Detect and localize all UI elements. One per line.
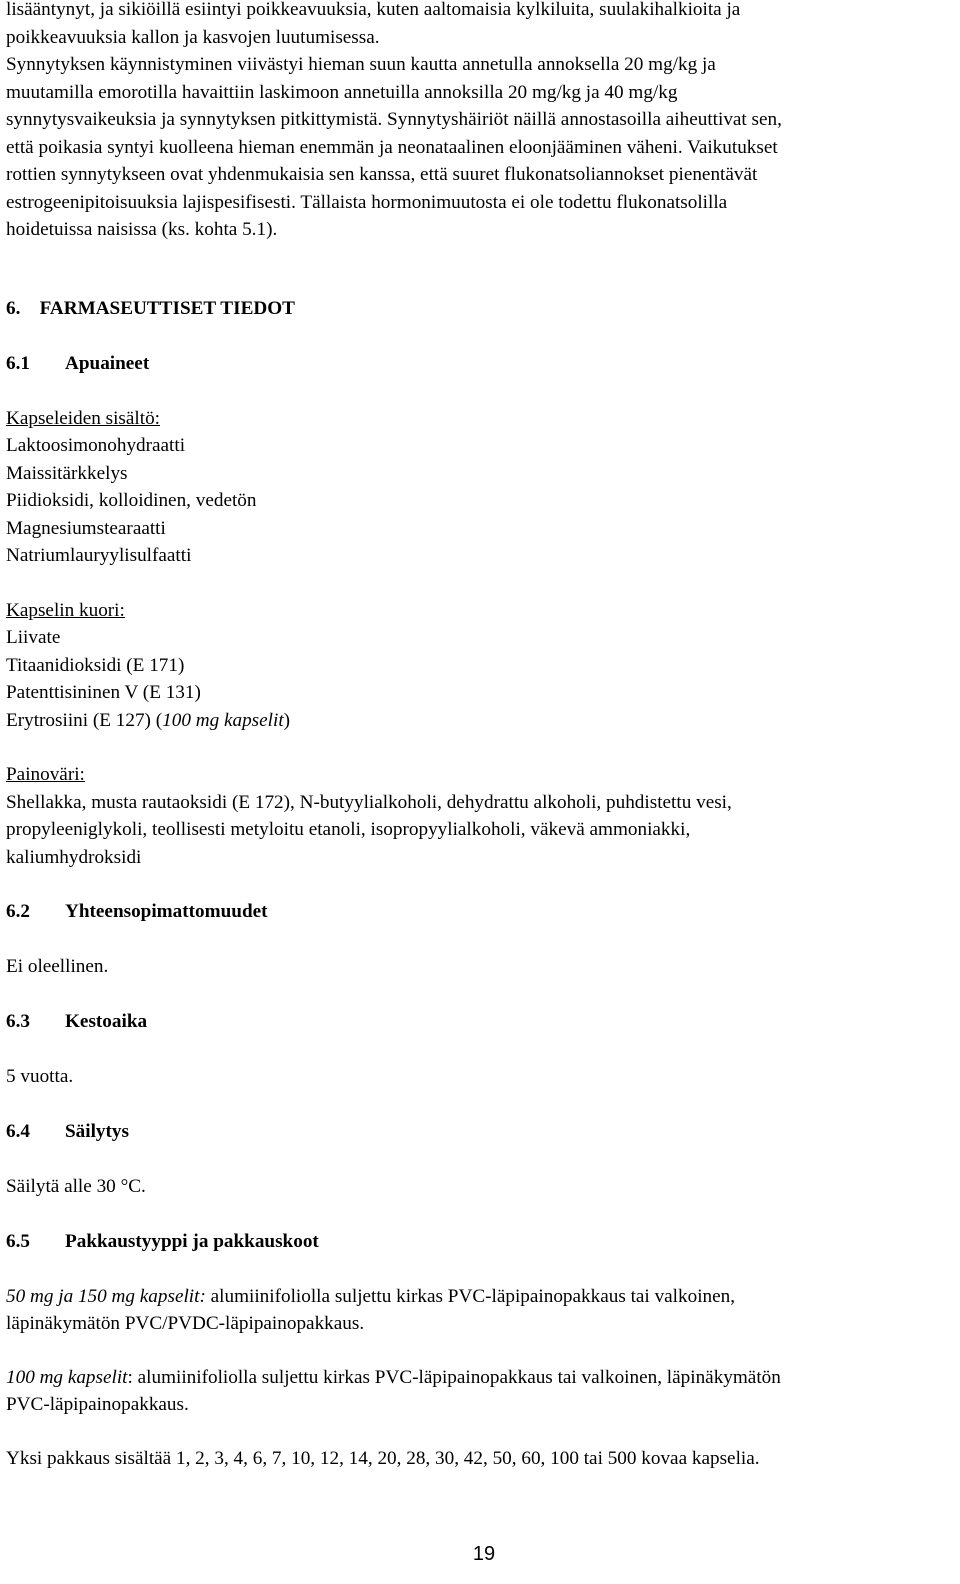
- package-text: : alumiinifoliolla suljettu kirkas PVC-läpipainopakkaus tai valkoinen, läpinäkymätön: [127, 1366, 781, 1388]
- subheading: Kapseleiden sisältö:: [6, 407, 160, 429]
- section-6-4-heading: [6, 1118, 952, 1146]
- intro-line: rottien synnytykseen ovat yhdenmukaisia sen kanssa, että suuret flukonatsoliannokset pienentävät: [6, 164, 758, 185]
- excipient-item: Titaanidioksidi (E 171): [6, 654, 185, 676]
- section-title: Pakkaustyyppi ja pakkauskoot: [65, 1231, 319, 1252]
- subheading: Kapselin kuori:: [6, 599, 125, 621]
- package-text: alumiinifoliolla suljettu kirkas PVC-läpipainopakkaus tai valkoinen,: [205, 1285, 736, 1307]
- intro-line: että poikasia syntyi kuolleena hieman enemmän ja neonataalinen eloonjääminen väheni. Vaikutukset: [6, 136, 778, 158]
- excipient-item: Natriumlauryylisulfaatti: [6, 545, 192, 566]
- ink-line: Shellakka, musta rautaoksidi (E 172), N-butyylialkoholi, dehydrattu alkoholi, puhdistettu vesi,: [6, 791, 732, 813]
- excipient-text: Erytrosiini (E 127) (: [6, 709, 163, 731]
- intro-line: poikkeavuuksia kallon ja kasvojen luutumisessa.: [6, 26, 380, 48]
- intro-line: muutamilla emorotilla havaittiin laskimoon annetuilla annoksilla 20 mg/kg ja 40 mg/kg: [6, 81, 678, 103]
- ink-line: propyleeniglykoli, teollisesti metyloitu etanoli, isopropyylialkoholi, väkevä ammoniakki,: [6, 819, 691, 840]
- section-title: Yhteensopimattomuudet: [65, 901, 268, 922]
- package-paragraph-line: läpinäkymätön PVC/PVDC-läpipainopakkaus.: [6, 1313, 365, 1334]
- section-6-2-text: Ei oleellinen.: [6, 955, 109, 977]
- section-title: Säilytys: [65, 1121, 129, 1142]
- package-strength: 50 mg ja 150 mg kapselit:: [6, 1285, 206, 1307]
- section-6-1-heading: [6, 350, 952, 378]
- section-title: Apuaineet: [65, 353, 150, 374]
- intro-paragraph: [6, 0, 952, 244]
- document-page: [6, 0, 952, 1472]
- intro-line: Synnytyksen käynnistyminen viivästyi hieman suun kautta annetulla annoksella 20 mg/kg ja: [6, 54, 716, 75]
- package-paragraph-line: PVC-läpipainopakkaus.: [6, 1394, 189, 1415]
- section-number: 6.4: [6, 1121, 30, 1142]
- section-number: 6.2: [6, 901, 30, 922]
- excipient-item: Laktoosimonohydraatti: [6, 435, 186, 456]
- page-number: 19: [472, 1543, 496, 1565]
- excipient-item: Patenttisininen V (E 131): [6, 682, 201, 703]
- excipient-item: Magnesiumstearaatti: [6, 517, 166, 539]
- section-number: 6.1: [6, 353, 30, 374]
- package-strength: 100 mg kapselit: [6, 1366, 128, 1388]
- section-number: 6.5: [6, 1231, 30, 1252]
- pack-sizes-text: Yksi pakkaus sisältää 1, 2, 3, 4, 6, 7, 10, 12, 14, 20, 28, 30, 42, 50, 60, 100 tai 500 kovaa kapselia.: [6, 1447, 760, 1469]
- section-6-3-text: 5 vuotta.: [6, 1065, 74, 1087]
- section-6-5-heading: [6, 1228, 952, 1256]
- section-title: Kestoaika: [65, 1011, 148, 1032]
- section-6-3-heading: [6, 1008, 952, 1036]
- section-number: 6.3: [6, 1011, 30, 1032]
- subheading: Painoväri:: [6, 764, 85, 785]
- excipient-item: [6, 707, 952, 735]
- section-6-heading: 6. FARMASEUTTISET TIEDOT: [6, 297, 295, 319]
- intro-line: synnytysvaikeuksia ja synnytyksen pitkittymistä. Synnytyshäiriöt näillä annostasoilla aiheuttivat sen,: [6, 109, 782, 130]
- printing-ink-heading: [6, 761, 952, 789]
- package-paragraph: [6, 1283, 952, 1311]
- capsule-contents-heading: [6, 405, 952, 433]
- section-6-4-text: Säilytä alle 30 °C.: [6, 1175, 146, 1197]
- excipient-item: Piidioksidi, kolloidinen, vedetön: [6, 490, 257, 511]
- excipient-item: Liivate: [6, 627, 61, 648]
- intro-line: estrogeenipitoisuuksia lajispesifisesti. Tällaista hormonimuutosta ei ole todettu flukonatsolilla: [6, 191, 728, 213]
- excipient-text: ): [283, 709, 291, 731]
- ink-line: kaliumhydroksidi: [6, 846, 142, 868]
- excipient-item: Maissitärkkelys: [6, 462, 128, 484]
- capsule-shell-heading: [6, 597, 952, 625]
- excipient-note: 100 mg kapselit: [162, 709, 284, 731]
- intro-line: hoidetuissa naisissa (ks. kohta 5.1).: [6, 219, 278, 240]
- intro-line: lisääntynyt, ja sikiöillä esiintyi poikkeavuuksia, kuten aaltomaisia kylkiluita, suulakihalkioita ja: [6, 0, 741, 20]
- package-paragraph: [6, 1364, 952, 1392]
- section-6-2-heading: [6, 898, 952, 926]
